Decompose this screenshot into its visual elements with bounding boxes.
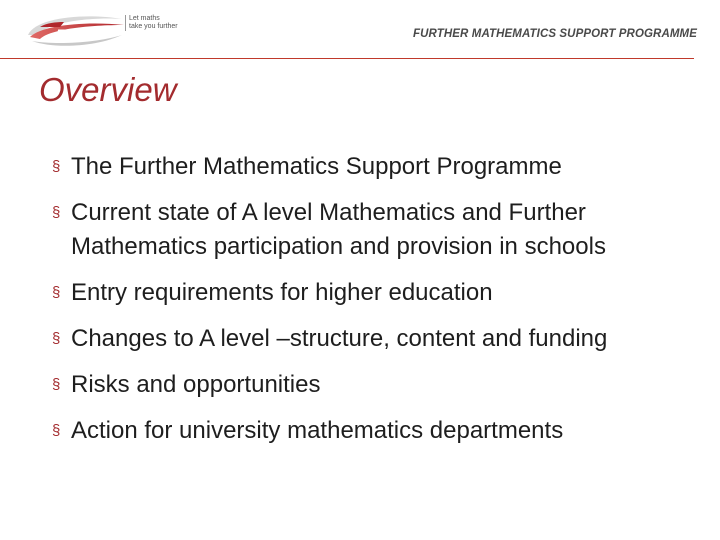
bullet-marker-icon: §	[52, 376, 61, 393]
bullet-marker-icon: §	[52, 204, 61, 221]
bullet-text: Changes to A level –structure, content and funding	[71, 325, 608, 352]
fmsp-logo-text: FMSP	[56, 26, 95, 42]
bullet-text: Entry requirements for higher education	[71, 279, 493, 306]
bullet-item	[52, 322, 692, 356]
bullet-item	[52, 196, 692, 264]
programme-title: FURTHER MATHEMATICS SUPPORT PROGRAMME	[413, 28, 697, 40]
header-divider	[0, 58, 694, 59]
bullet-item	[52, 414, 692, 448]
bullet-text: Current state of A level Mathematics and Further Mathematics participation and provision in schools	[71, 199, 606, 260]
tagline	[125, 15, 178, 31]
slide-header	[0, 0, 720, 62]
slide-title: Overview	[39, 71, 177, 108]
bullet-marker-icon: §	[52, 158, 61, 175]
bullet-text: Action for university mathematics departments	[71, 417, 564, 444]
bullet-marker-icon: §	[52, 422, 61, 439]
bullet-item	[52, 276, 692, 310]
bullet-marker-icon: §	[52, 284, 61, 301]
bullet-item	[52, 150, 692, 184]
bullet-item	[52, 368, 692, 402]
bullet-text: Risks and opportunities	[71, 371, 321, 398]
bullet-text: The Further Mathematics Support Programme	[71, 153, 562, 180]
tagline-line-2: take you further	[129, 23, 178, 30]
bullet-list	[52, 150, 692, 460]
bullet-marker-icon: §	[52, 330, 61, 347]
tagline-line-1: Let maths	[129, 15, 160, 22]
